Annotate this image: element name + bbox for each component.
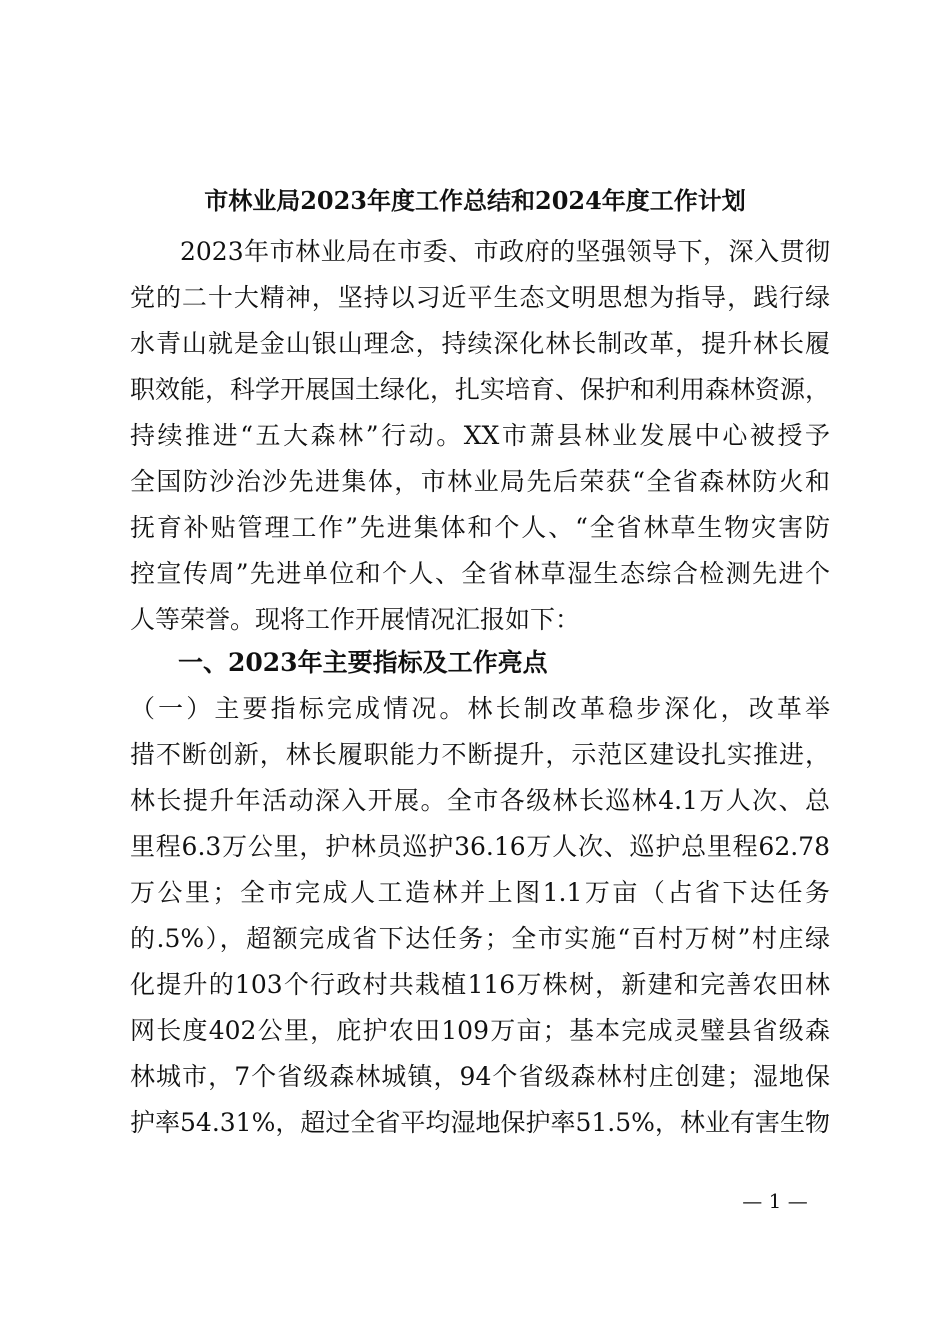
- subsection-paragraph: [130, 686, 830, 1146]
- page-number: — 1 —: [742, 1189, 808, 1213]
- subsection-label: （一）主要指标完成情况。: [130, 694, 468, 723]
- paragraph-line: [130, 686, 830, 732]
- paragraph-line: 林长提升年活动深入开展。全市各级林长巡林4.1万人次、总: [130, 786, 830, 815]
- paragraph-line: 措不断创新，林长履职能力不断提升，示范区建设扎实推进，: [130, 740, 830, 769]
- paragraph-line: 的.5%），超额完成省下达任务；全市实施“百村万树”村庄绿: [130, 924, 830, 953]
- paragraph-line: 万公里；全市完成人工造林并上图1.1万亩（占省下达任务: [130, 878, 830, 907]
- paragraph-line: 全国防沙治沙先进集体，市林业局先后荣获“全省森林防火和: [130, 467, 830, 496]
- document-title: 市林业局2023年度工作总结和2024年度工作计划: [204, 186, 746, 215]
- paragraph-line: 护率54.31%，超过全省平均湿地保护率51.5%，林业有害生物: [130, 1108, 830, 1137]
- paragraph-line: 林城市，7个省级森林城镇，94个省级森林村庄创建；湿地保: [130, 1062, 830, 1091]
- section-heading: 一、2023年主要指标及工作亮点: [178, 648, 548, 677]
- paragraph-line: 持续推进“五大森林”行动。XX市萧县林业发展中心被授予: [130, 421, 830, 450]
- paragraph-line: 里程6.3万公里，护林员巡护36.16万人次、巡护总里程62.78: [130, 832, 830, 861]
- paragraph-line-text: 林长制改革稳步深化，改革举: [467, 694, 830, 723]
- paragraph-line: 化提升的103个行政村共栽植116万株树，新建和完善农田林: [130, 970, 830, 999]
- paragraph-line: 人等荣誉。现将工作开展情况汇报如下：: [130, 605, 581, 634]
- paragraph-line: 2023年市林业局在市委、市政府的坚强领导下，深入贯彻: [180, 237, 830, 266]
- paragraph-line: 党的二十大精神，坚持以习近平生态文明思想为指导，践行绿: [130, 283, 830, 312]
- paragraph-line: 抚育补贴管理工作”先进集体和个人、“全省林草生物灾害防: [130, 513, 830, 542]
- intro-paragraph: [130, 229, 830, 643]
- paragraph-line: 控宣传周”先进单位和个人、全省林草湿生态综合检测先进个: [130, 559, 830, 588]
- paragraph-line: 职效能，科学开展国土绿化，扎实培育、保护和利用森林资源，: [130, 375, 831, 404]
- paragraph-line: 网长度402公里，庇护农田109万亩；基本完成灵璧县省级森: [130, 1016, 830, 1045]
- paragraph-line: 水青山就是金山银山理念，持续深化林长制改革，提升林长履: [130, 329, 830, 358]
